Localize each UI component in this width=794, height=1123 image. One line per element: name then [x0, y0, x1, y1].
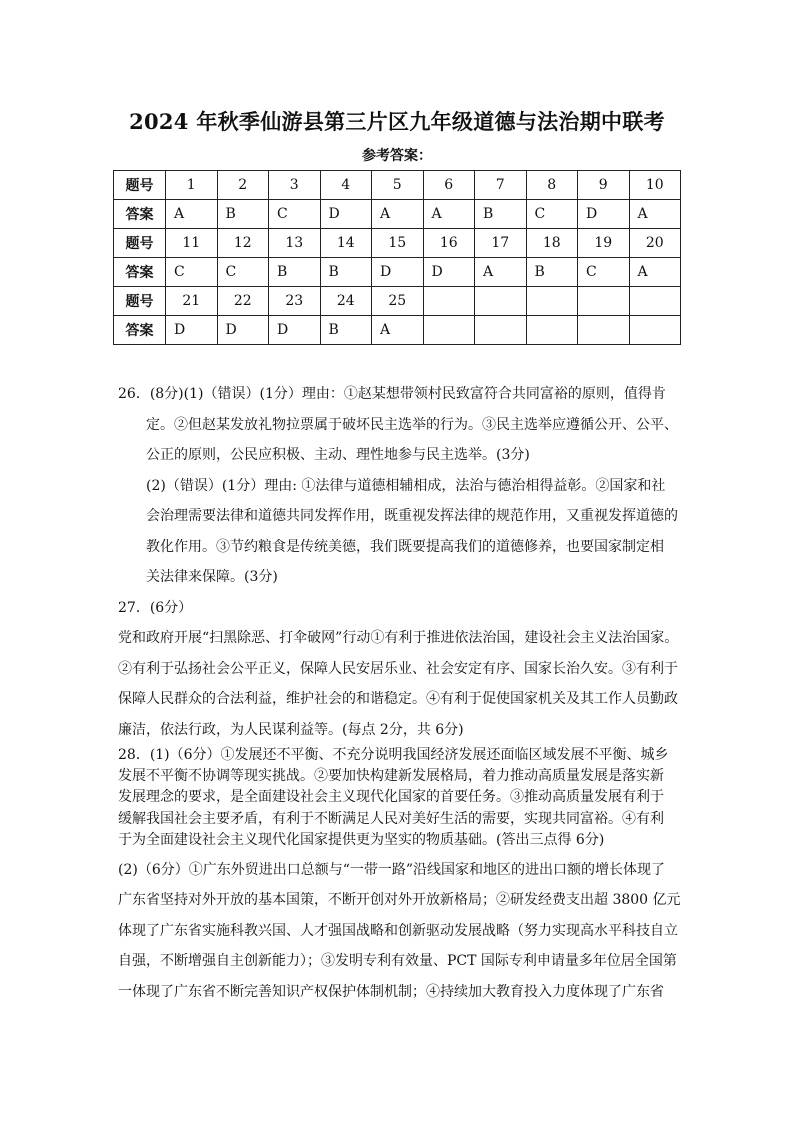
- answer-text-line: ②有利于弘扬社会公平正义，保障人民安居乐业、社会安定有序、国家长治久安。③有利于: [118, 660, 678, 677]
- question-number-cell: 25: [372, 287, 424, 316]
- answer-cell: C: [578, 258, 630, 287]
- answer-cell: D: [269, 316, 321, 345]
- question-number-row: [114, 171, 681, 200]
- question-label-cell: 题号: [114, 287, 166, 316]
- answer-text-line: (2)（错误）(1分）理由: ①法律与道德相辅相成，法治与德治相得益彰。②国家和社: [146, 477, 666, 494]
- answer-text-line: 于为全面建设社会主义现代化国家提供更为坚实的物质基础。(答出三点得 6分): [118, 831, 605, 848]
- answer-cell: A: [629, 258, 681, 287]
- answer-q28-part2: [118, 855, 686, 1008]
- question-number-cell: 12: [217, 229, 269, 258]
- answer-cell: B: [320, 316, 372, 345]
- answer-cell: A: [423, 200, 475, 229]
- answer-cell: [526, 316, 578, 345]
- question-number-cell: [423, 287, 475, 316]
- question-number-row: [114, 287, 681, 316]
- answer-text-line: 教化作用。③节约粮食是传统美德，我们既要提高我们的道德修养，也要国家制定相: [146, 538, 664, 555]
- question-number-cell: 10: [629, 171, 681, 200]
- answer-q26: [118, 379, 686, 593]
- question-number-cell: [629, 287, 681, 316]
- answer-cell: C: [269, 200, 321, 229]
- question-number-cell: 14: [320, 229, 372, 258]
- answer-cell: [475, 316, 527, 345]
- answer-row: [114, 200, 681, 229]
- answer-cell: B: [217, 200, 269, 229]
- answer-cell: A: [166, 200, 218, 229]
- answer-text-line: 公正的原则，公民应积极、主动、理性地参与民主选举。(3分): [146, 447, 530, 463]
- answer-cell: A: [372, 316, 424, 345]
- answer-text-line: 党和政府开展“扫黑除恶、打伞破网”行动①有利于推进依法治国，建设社会主义法治国家。: [118, 630, 679, 646]
- answer-text-line: 发展不平衡不协调等现实挑战。②要加快构建新发展格局，着力推动高质量发展是落实新: [118, 768, 664, 785]
- answer-text-line: 会治理需要法律和道德共同发挥作用，既重视发挥法律的规范作用，又重视发挥道德的: [146, 508, 678, 524]
- answer-cell: [423, 316, 475, 345]
- question-number-cell: 15: [372, 229, 424, 258]
- answer-cell: B: [269, 258, 321, 287]
- question-number-row: [114, 229, 681, 258]
- answer-cell: B: [475, 200, 527, 229]
- answer-text-line: 27．(6分）: [118, 599, 193, 616]
- answer-text-line: 28．(1)（6分）①发展还不平衡、不充分说明我国经济发展还面临区域发展不平衡、城乡: [118, 747, 669, 763]
- answer-text-line: 缓解我国社会主要矛盾，有利于不断满足人民对美好生活的需要，实现共同富裕。④有利: [118, 810, 664, 827]
- answer-cell: A: [629, 200, 681, 229]
- question-number-cell: [526, 287, 578, 316]
- answer-row: [114, 316, 681, 345]
- answer-text-line: 体现了广东省实施科教兴国、人才强国战略和创新驱动发展战略（努力实现高水平科技自立: [118, 922, 678, 939]
- answer-q27: [118, 593, 686, 746]
- answer-cell: C: [217, 258, 269, 287]
- question-number-cell: 8: [526, 171, 578, 200]
- question-number-cell: [578, 287, 630, 316]
- question-number-cell: 22: [217, 287, 269, 316]
- question-number-cell: 18: [526, 229, 578, 258]
- answer-text-line: 廉洁，依法行政，为人民谋利益等。(每点 2分，共 6分): [118, 721, 464, 738]
- answer-cell: D: [423, 258, 475, 287]
- question-number-cell: 11: [166, 229, 218, 258]
- answer-cell: D: [166, 316, 218, 345]
- question-number-cell: 1: [166, 171, 218, 200]
- answer-cell: D: [320, 200, 372, 229]
- page-title: 2024 年秋季仙游县第三片区九年级道德与法治期中联考: [129, 109, 665, 134]
- question-number-cell: 19: [578, 229, 630, 258]
- answer-text-line: 一体现了广东省不断完善知识产权保护体制机制；④持续加大教育投入力度体现了广东省: [118, 983, 664, 1000]
- answer-text-line: (2)（6分）①广东外贸进出口总额与“一带一路”沿线国家和地区的进出口额的增长体现了: [118, 861, 666, 878]
- answer-text-line: 26．(8分)(1)（错误）(1分）理由：①赵某想带领村民致富符合共同富裕的原则，值得肯: [118, 386, 666, 402]
- question-number-cell: 21: [166, 287, 218, 316]
- answer-row: [114, 258, 681, 287]
- answer-text-section: [118, 379, 686, 1007]
- question-number-cell: [475, 287, 527, 316]
- answer-cell: C: [526, 200, 578, 229]
- question-number-cell: 13: [269, 229, 321, 258]
- question-number-cell: 9: [578, 171, 630, 200]
- answer-label-cell: 答案: [114, 200, 166, 229]
- answer-text-line: 保障人民群众的合法利益，维护社会的和谐稳定。④有利于促使国家机关及其工作人员勤政: [118, 691, 678, 707]
- answer-cell: [578, 316, 630, 345]
- answer-label-cell: 答案: [114, 258, 166, 287]
- answer-cell: D: [578, 200, 630, 229]
- answer-cell: B: [526, 258, 578, 287]
- question-number-cell: 3: [269, 171, 321, 200]
- answer-key-heading: 参考答案：: [362, 148, 432, 164]
- answer-label-cell: 答案: [114, 316, 166, 345]
- answer-text-line: 发展理念的要求，是全面建设社会主义现代化国家的首要任务。③推动高质量发展有利于: [118, 789, 664, 806]
- question-number-cell: 6: [423, 171, 475, 200]
- answer-text-line: 自强，不断增强自主创新能力）；③发明专利有效量、PCT 国际专利申请量多年位居全国第: [118, 953, 677, 970]
- answer-text-line: 关法律来保障。(3分): [146, 569, 278, 585]
- answer-cell: D: [372, 258, 424, 287]
- question-number-cell: 4: [320, 171, 372, 200]
- answer-cell: A: [372, 200, 424, 229]
- question-number-cell: 23: [269, 287, 321, 316]
- answer-text-line: 广东省坚持对外开放的基本国策，不断开创对外开放新格局；②研发经费支出超 3800 亿元: [118, 892, 681, 909]
- question-number-cell: 16: [423, 229, 475, 258]
- answer-text-line: 定。②但赵某发放礼物拉票属于破坏民主选举的行为。③民主选举应遵循公开、公平、: [146, 416, 678, 433]
- question-number-cell: 7: [475, 171, 527, 200]
- question-number-cell: 24: [320, 287, 372, 316]
- answer-q28-part1: [118, 745, 686, 851]
- answer-cell: B: [320, 258, 372, 287]
- answer-cell: [629, 316, 681, 345]
- question-number-cell: 17: [475, 229, 527, 258]
- answer-cell: C: [166, 258, 218, 287]
- answer-cell: D: [217, 316, 269, 345]
- question-number-cell: 5: [372, 171, 424, 200]
- question-number-cell: 20: [629, 229, 681, 258]
- answer-table: [113, 170, 681, 345]
- question-label-cell: 题号: [114, 229, 166, 258]
- answer-cell: A: [475, 258, 527, 287]
- question-number-cell: 2: [217, 171, 269, 200]
- question-label-cell: 题号: [114, 171, 166, 200]
